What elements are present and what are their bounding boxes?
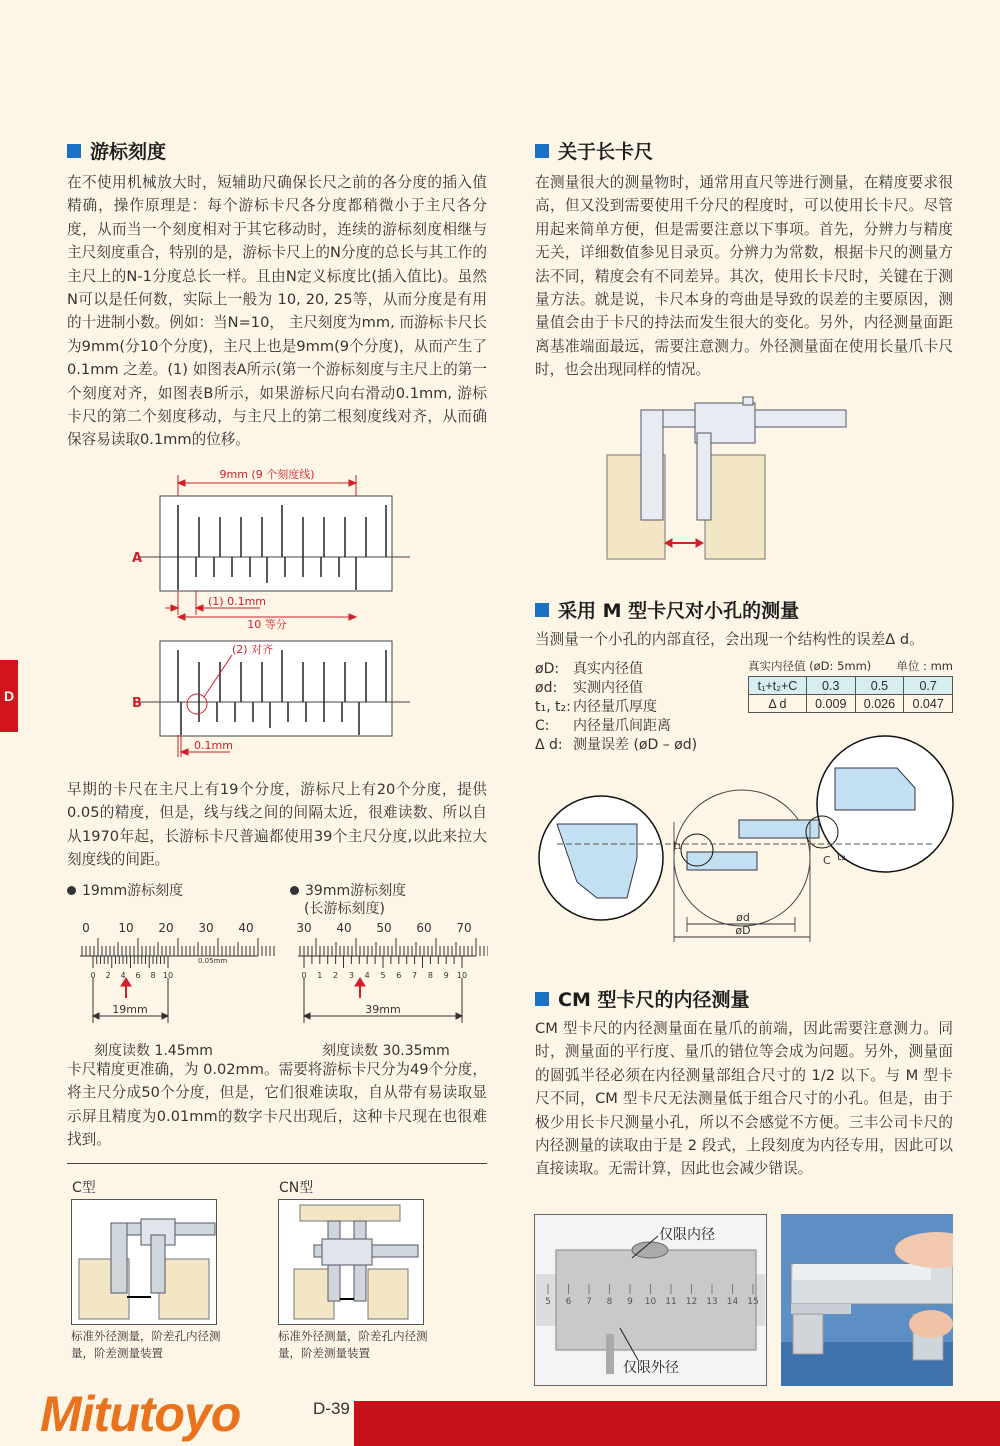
main-scale-label: 40 [238, 921, 254, 935]
vernier-label: 0 [301, 971, 307, 980]
cm-scale-number: 6 [565, 1297, 572, 1307]
table-cell: t₁+t₂+C [749, 677, 807, 695]
cm-caliper-hand-photo [781, 1214, 953, 1386]
cm-scale-number: 5 [545, 1297, 551, 1307]
cm-scale-number: 7 [586, 1297, 592, 1307]
table-caption-row [748, 658, 953, 674]
vernier-label: 9 [443, 971, 449, 980]
scale2-title [290, 880, 406, 900]
table-cell: Δ d [749, 695, 807, 713]
vernier-label: 8 [150, 971, 156, 980]
long-caliper-diagram [605, 393, 850, 565]
scale1-title [67, 880, 183, 900]
scale1-title-text: 19mm游标刻度 [82, 883, 184, 899]
vernier-label: 3 [348, 971, 354, 980]
main-scale-label: 30 [296, 921, 312, 935]
c-label: C [823, 854, 831, 867]
cm-scale-number: 11 [665, 1297, 677, 1307]
scale2-arrow-icon [355, 978, 365, 998]
legend-description: 真实内径值 [573, 661, 643, 677]
m-type-heading [535, 596, 799, 623]
label-outer-only: 仅限外径 [623, 1360, 679, 1376]
vernier-label: 2 [105, 971, 111, 980]
vernier-label: 6 [396, 971, 402, 980]
m-type-heading-text: 采用 M 型卡尺对小孔的测量 [558, 600, 800, 622]
table-cell: 0.009 [806, 695, 855, 713]
main-scale-label: 50 [376, 921, 392, 935]
cm-scale-number: 8 [606, 1297, 613, 1307]
long-caliper-heading-text: 关于长卡尺 [558, 141, 654, 163]
table-title: 真实内径值 (øD: 5mm) [748, 659, 872, 673]
table-cell: 0.7 [904, 677, 953, 695]
heading-square-icon [535, 992, 549, 1006]
divider [67, 1163, 487, 1164]
equal-10-label: 10 等分 [247, 618, 287, 631]
table-cell: 0.047 [904, 695, 953, 713]
label-b: B [132, 696, 142, 711]
m-type-intro-text: 当测量一个小孔的内部直径，会出现一个结构性的误差Δ d。 [535, 631, 924, 648]
long-caliper-heading [535, 137, 653, 164]
scale2-diagram [288, 918, 488, 1028]
vernier-para2-text: 早期的卡尺在主尺上有19个分度，游标尺上有20个分度，提供0.05的精度，但是，线与线之间的间隔太近，很难读数、所以自从1970年起，长游标卡尺普遍都使用39个主尺分度,以此来拉大刻度线的间距。 [67, 781, 487, 869]
legend-item [535, 660, 735, 679]
align-label: (2) 对齐 [232, 643, 274, 656]
vernier-paragraph-3 [67, 1058, 487, 1152]
legend-symbol: C: [535, 718, 550, 734]
table-cell: 0.3 [806, 677, 855, 695]
scale1-reading: 刻度读数 1.45mm [94, 1043, 213, 1059]
table-unit: 单位 : mm [896, 659, 953, 673]
type-c-caption: 标准外径测量，阶差孔内径测量，阶差测量装置 [71, 1329, 221, 1360]
d-small-label: ød [736, 911, 750, 924]
vernier-label: 5 [380, 971, 386, 980]
vernier-label: 1 [317, 971, 323, 980]
m-type-diagram [537, 732, 957, 944]
cm-scale-number: 15 [747, 1297, 759, 1307]
cm-scale-number: 9 [627, 1297, 633, 1307]
vernier-label: 10 [456, 971, 468, 980]
bullet-dot-icon [290, 886, 299, 895]
footer-bar [354, 1401, 1000, 1446]
type-c-image [71, 1199, 217, 1325]
vernier-para1-text: 在不使用机械放大时，短辅助尺确保长尺之前的各分度的插入值精确，操作原理是：每个游标卡尺各分度都稍微小于主尺各分度，从而当一个刻度相对于其它移动时，连续的游标刻度相继与主尺刻度重合，特别的是，游标卡尺上的N分度的总长与其工作的主尺上的N-1分度总长一样。且由N定义标度比(插入值比)。虽然N可以是任何数，实际上一般为 10, 20, 25等，从而分度是有用的十进制小数。例如：当N=10， 主尺刻度为mm, 而游标卡尺长为9mm(分10个分度)，主尺上也是9mm(9个分度)，从而产生了0.1mm 之差。(1) 如图表A所示(第一个游标刻度与主尺上的第一个刻度对齐，如图表B所示，如果游标尺向右滑动0.1mm, 游标卡尺的第二个刻度移动，与主尺上的第二根刻度线对齐，从而确保容易读取0.1mm的位移。 [67, 174, 487, 449]
scale2-subtitle: (长游标刻度) [304, 901, 385, 917]
scale1-arrow-icon [121, 978, 131, 998]
legend-description: 内径量爪间距离 [573, 718, 671, 734]
vernier-label: 4 [120, 971, 126, 980]
vernier-label: 0 [90, 971, 96, 980]
long-caliper-paragraph [535, 171, 953, 382]
cm-scale-number: 12 [685, 1297, 698, 1307]
page-number: D-39 [313, 1399, 350, 1418]
cm-scale-number: 13 [706, 1297, 718, 1307]
main-scale-label: 30 [198, 921, 214, 935]
legend-symbol: Δ d: [535, 737, 563, 753]
table-row [749, 677, 953, 695]
vernier-heading [67, 137, 166, 164]
type-cn-label: CN型 [279, 1180, 314, 1196]
legend-item [535, 679, 735, 698]
scale2-reading: 刻度读数 30.35mm [322, 1043, 450, 1059]
cm-scale-number: 14 [726, 1297, 739, 1307]
main-scale-label: 40 [336, 921, 352, 935]
vernier-principle-diagram [120, 465, 420, 760]
scale2-dim: 39mm [365, 1003, 401, 1016]
main-scale-label: 10 [118, 921, 134, 935]
main-scale-label: 70 [456, 921, 472, 935]
vernier-label: 6 [135, 971, 141, 980]
scale1-unit: 0.05mm [198, 957, 228, 965]
dim-b-label: 0.1mm [194, 739, 233, 752]
main-scale-label: 20 [158, 921, 174, 935]
t2-label: t₂ [837, 850, 846, 863]
scale1-diagram [78, 918, 278, 1028]
vernier-label: 8 [427, 971, 433, 980]
heading-square-icon [535, 144, 549, 158]
cm-scale-number: 10 [644, 1297, 657, 1307]
vernier-para3-text: 卡尺精度更准确，为 0.02mm。需要将游标卡尺分为49个分度，将主尺分成50个分度，但是，它们很难读取，自从带有易读取显示屏且精度为0.01mm的数字卡尺出现后，这种卡尺现在也很难找到。 [67, 1061, 487, 1149]
legend-symbol: ød: [535, 680, 558, 696]
label-a: A [132, 551, 143, 566]
legend-symbol: t₁, t₂: [535, 699, 571, 715]
heading-square-icon [535, 603, 549, 617]
type-cn-image [278, 1199, 424, 1325]
t1-label: t₁ [673, 839, 682, 852]
long-caliper-para-text: 在测量很大的测量物时，通常用直尺等进行测量，在精度要求很高，但又没到需要使用千分尺的程度时，可以使用长卡尺。尽管用起来简单方便，但是需要注意以下事项。首先，分辨力与精度无关，详细数值参见目录页。分辨力为常数，根据卡尺的测量方法不同，精度会有不同差异。其次，使用长卡尺时，关键在于测量方法。就是说，卡尺本身的弯曲是导致的误差的主要原因，测量值会由于卡尺的持法而发生很大的变化。另外，内径测量面距离基准端面最远，需要注意测力。外径测量面在使用长量爪卡尺时，也会出现同样的情况。 [535, 174, 953, 379]
vernier-label: 4 [364, 971, 370, 980]
main-scale-label: 0 [82, 921, 90, 935]
legend-symbol: øD: [535, 661, 560, 677]
legend-description: 测量误差 (øD – ød) [573, 737, 698, 753]
vernier-label: 10 [162, 971, 174, 980]
scale2-title-text: 39mm游标刻度 [305, 883, 407, 899]
cm-type-para-text: CM 型卡尺的内径测量面在量爪的前端，因此需要注意测力。同时，测量面的平行度、量爪的错位等会成为问题。另外，测量面的圆弧半径必须在内径测量部组合尺寸的 1/2 以下。与 M 型卡尺不同，CM 型卡尺无法测量低于组合尺寸的小孔。但是，由于极少用长卡尺测量小孔，所以不会感觉不方便。三丰公司卡尺的内径测量的读取由于是 2 段式，上段刻度为内径专用，因此可以直接读取。无需计算，因此也会减少错误。 [535, 1020, 953, 1178]
type-cn-caption: 标准外径测量，阶差孔内径测量，阶差测量装置 [278, 1329, 428, 1360]
vernier-label: 2 [333, 971, 339, 980]
error-table [748, 676, 953, 713]
dim-01-label: (1) 0.1mm [208, 595, 267, 608]
vernier-label: 7 [412, 971, 418, 980]
legend-description: 内径量爪厚度 [573, 699, 657, 715]
legend-item [535, 698, 735, 717]
vernier-paragraph-2 [67, 778, 487, 872]
table-cell: 0.026 [855, 695, 904, 713]
d-big-label: øD [735, 924, 751, 937]
table-cell: 0.5 [855, 677, 904, 695]
cm-type-heading [535, 985, 749, 1012]
m-type-intro [535, 628, 955, 651]
vernier-paragraph-1 [67, 171, 487, 452]
heading-square-icon [67, 144, 81, 158]
bullet-dot-icon [67, 886, 76, 895]
label-inner-only: 仅限内径 [659, 1227, 715, 1243]
main-scale-label: 60 [416, 921, 432, 935]
vernier-heading-text: 游标刻度 [90, 141, 167, 163]
section-tab[interactable]: D [0, 660, 18, 732]
legend-description: 实测内径值 [573, 680, 643, 696]
table-row [749, 695, 953, 713]
scale1-dim: 19mm [112, 1003, 148, 1016]
cm-type-heading-text: CM 型卡尺的内径测量 [558, 989, 750, 1011]
cm-type-paragraph [535, 1017, 953, 1181]
brand-logo[interactable]: Mitutoyo [40, 1386, 241, 1442]
top-dimension-label: 9mm (9 个刻度线) [219, 468, 315, 481]
type-c-label: C型 [72, 1180, 96, 1196]
